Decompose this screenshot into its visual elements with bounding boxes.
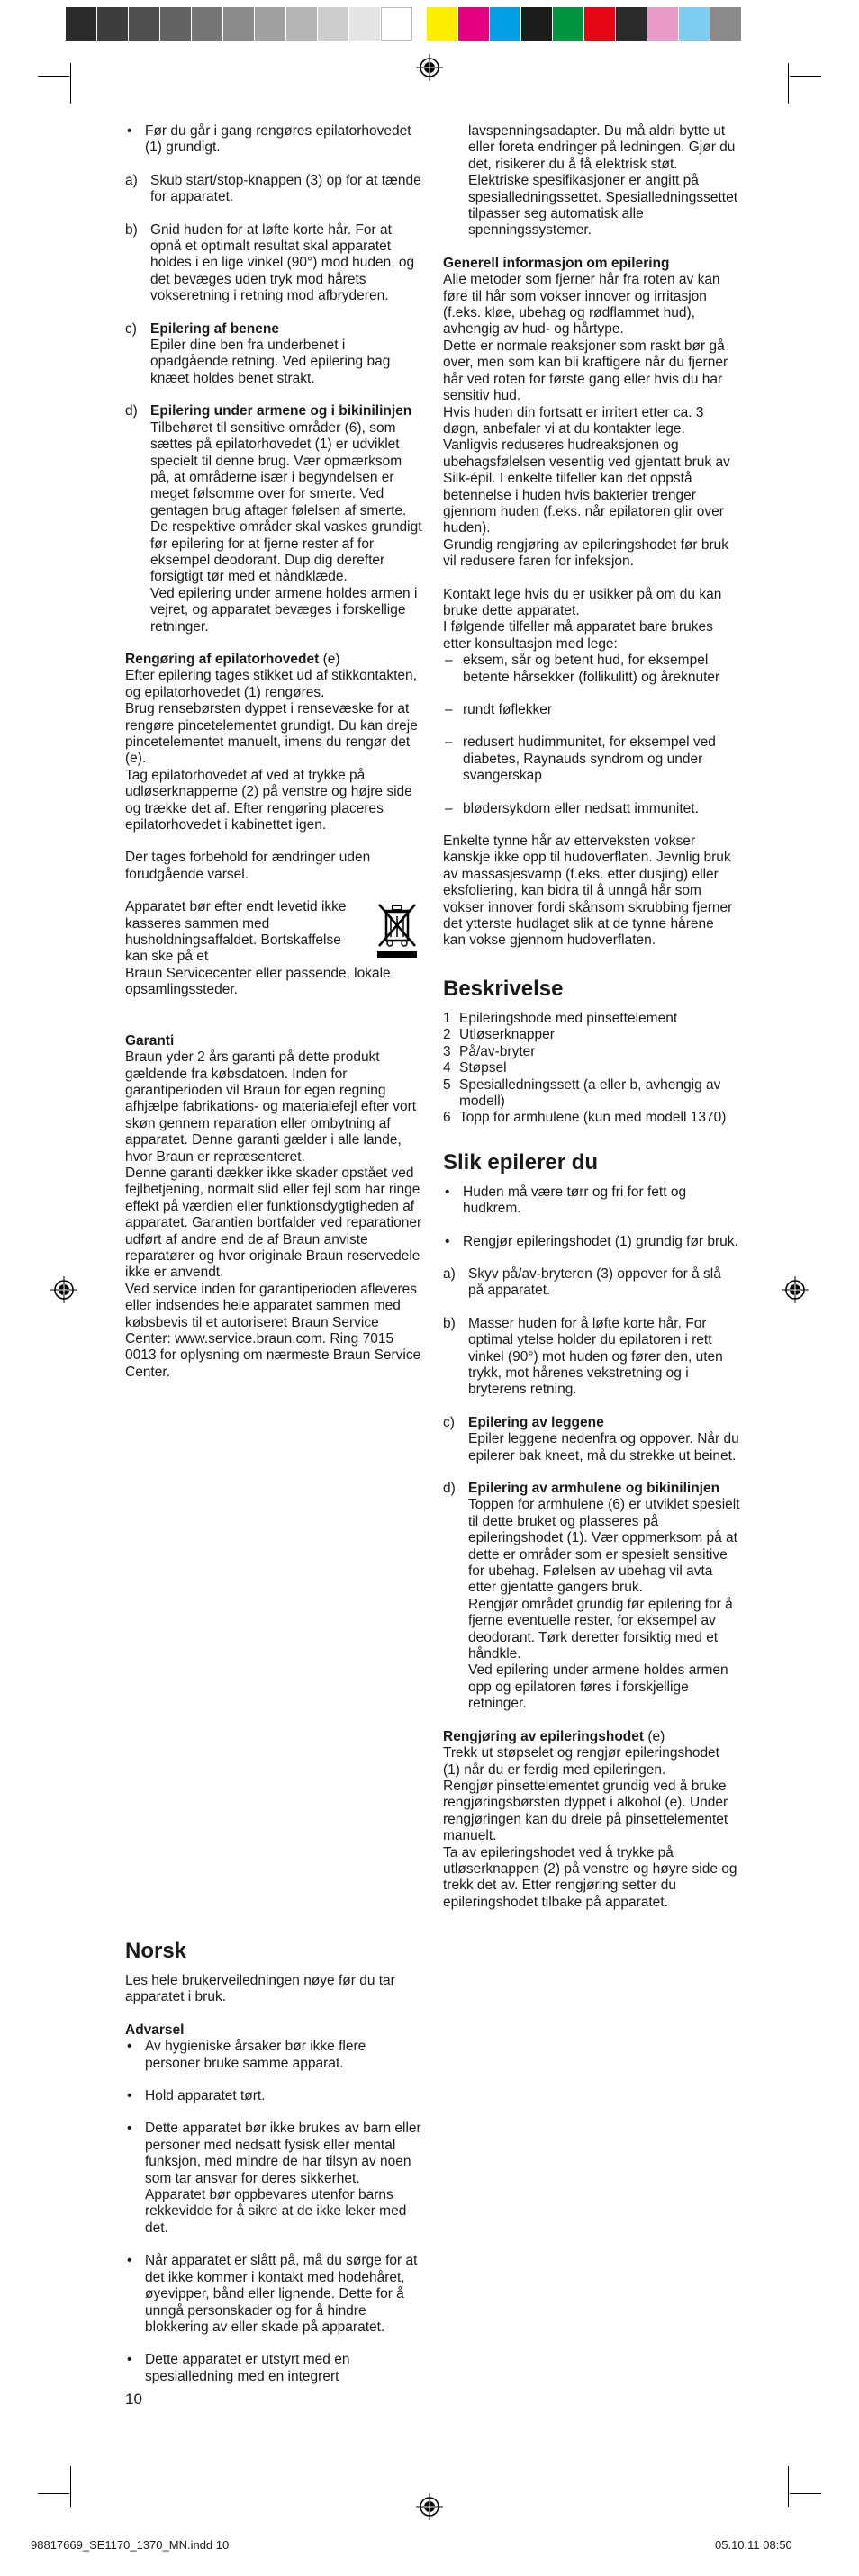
color-swatch [286,7,318,41]
crop-mark [38,76,69,77]
step-a: a) Skyv på/av-bryteren (3) oppover for å slå på apparatet. [443,1265,721,1299]
step-c: c) Epilering av leggene Epiler leggene nedenfra og oppover. Når du epilerer bak kneet, må du strekke ut beinet. [443,1414,739,1464]
color-swatch [647,7,679,41]
ingrown-hair-note: Enkelte tynne hår av etterveksten vokser kanskje ikke opp til hudoverflaten. Jevnlig bruk av massasjesvamp (f.eks. etter dusjing) eller eksfoliering, kan bidra til å unngå hår som vokser innover fordi skånsom skrubbing fjerner det ytterste hudlaget slik at de tynne hårene kan vokse gjennom hudoverflaten. [443,833,733,949]
list-item: 3 På/av-bryter [443,1043,536,1059]
left-column [125,123,422,1397]
intro-bullet: • Før du går i gang rengøres epilatorhovedet (1) grundigt. [125,123,422,157]
reservation-note: Der tages forbehold for ændringer uden forudgående varsel. [125,850,371,882]
step-b: b) Gnid huden for at løfte korte hår. For at opnå et optimalt resultat skal apparatet holdes i en lige vinkel (90°) mod huden, og det bevæges uden tryk mod hårets vokseretning i retning mod afbryderen. [125,221,415,304]
list-item: – blødersykdom eller nedsatt immunitet. [443,801,740,817]
color-swatch [553,7,584,41]
registration-mark-icon [416,54,443,81]
color-swatch [427,7,458,41]
registration-mark-icon [782,1276,809,1303]
section-title: Garanti [125,1032,175,1049]
section-title: Rengjøring av epileringshodet [443,1728,645,1744]
color-swatch [616,7,647,41]
crop-mark [790,2493,821,2494]
color-swatch [129,7,160,41]
list-item: • Av hygieniske årsaker bør ikke flere personer bruke samme apparat. [125,2039,422,2072]
color-swatch [66,7,97,41]
page-number: 10 [125,2391,142,2408]
list-item: 6 Topp for armhulene (kun med modell 1370) [443,1110,727,1126]
color-swatch [255,7,286,41]
color-swatch [160,7,192,41]
color-swatch [192,7,223,41]
section-heading: Beskrivelse [443,976,564,1001]
section-title: Rengøring af epilatorhovedet [125,651,320,667]
color-calibration-bar [66,7,742,41]
list-item: • Når apparatet er slått på, må du sørge for at det ikke kommer i kontakt med hodehåret, øyevipper, bånd eller lignende. Dette for å unngå personskader og for å hindre blokkering av eller skade på apparatet. [125,2253,422,2336]
guarantee-section: Garanti Braun yder 2 års garanti på dette produkt gældende fra købsdatoen. Inden for garantiperioden vil Braun for egen regning afhjælpe fabrikations- og materialefejl efter vort skøn gennem reparation eller ombytning af apparatet. Denne garanti gælder i alle lande, hvor Braun er repræsenteret. Denne garanti dækker ikke skader opstået ved fejlbetjening, normalt slid eller fejl som har ringe effekt på værdien eller funktionsdygtigheden af apparatet. Garantien bortfalder ved reparationer udført af andre end de af Braun anviste reparatører og hvor originale Braun reservedele ikke er anvendt. Ved service inden for garantiperioden afleveres eller indsendes hele apparatet sammen med købsbevis til et autoriseret Braun Service Center: www.service.braun.com. Ring 7015 0013 for oplysning om nærmeste Braun Service Center. [125,1032,422,1380]
print-footer-filename: 98817669_SE1170_1370_MN.indd 10 [31,2538,230,2552]
section-heading: Slik epilerer du [443,1149,599,1175]
cleaning-section: Rengøring af epilatorhovedet (e) Efter epilering tages stikket ud af stikkontakten, og epilatorhovedet (1) rengøres. Brug rensebørsten dyppet i rensevæske for at rengøre pincetelementet grundigt. Du kan dreje pincetelementet manuelt, imens du rengør det (e). Tag epilatorhovedet af ved at trykke på udløserknapperne (2) på venstre og højre side og trække det af. Efter rengøring placeres epilatorhovedet i kabinettet igen. [125,651,418,833]
registration-mark-icon [416,2493,443,2520]
doctor-section: Kontakt lege hvis du er usikker på om du kan bruke dette apparatet. I følgende tilfeller må apparatet bare brukes etter konsultasjon med lege: – eksem, sår og betent hud, for eksempel betente hårsekker (follikulitt) og åreknuter – rundt føflekker – redusert hudimmunitet, for eksempel ved diabetes, Raynauds syndrom og under svangerskap – blødersykdom eller nedsatt immunitet. [443,587,740,817]
language-title: Norsk [125,1939,187,1963]
color-swatch [521,7,553,41]
crossed-bin-icon [375,901,419,959]
list-item: • Huden må være tørr og fri for fett og hudkrem. [443,1184,740,1218]
list-item: 5 Spesialledningssett (a eller b, avhengig av modell) [443,1076,721,1109]
crop-mark [788,63,789,104]
step-a: a) Skub start/stop-knappen (3) op for at tænde for apparatet. [125,172,421,205]
list-item: • Hold apparatet tørt. [125,2088,422,2104]
list-item: – redusert hudimmunitet, for eksempel ved diabetes, Raynauds syndrom og under svangerskap [443,734,740,784]
list-item: • Rengjør epileringshodet (1) grundig før bruk. [443,1234,740,1250]
disposal-section: Apparatet bør efter endt levetid ikke kasseres sammen med husholdningsaffaldet. Bortskaffelse kan ske på et Braun Servicecenter eller passende, lokale opsamlingssteder. [125,899,422,998]
crop-mark [788,2466,789,2507]
gray-swatches [66,7,412,41]
step-title: Epilering under armene og i bikinilinjen [150,403,412,419]
norsk-section: Norsk Les hele brukerveiledningen nøye før du tar apparatet i bruk. Advarsel • Av hygieniske årsaker bør ikke flere personer bruke samme apparat. • Hold apparatet tørt. • Dette apparatet bør ikke brukes av barn eller personer med nedsatt fysisk eller mental funksjon, med mindre de har tilsyn av noen som tar ansvar for deres sikkerhet. Apparatet bør oppbevares utenfor barns rekkevidde for å sikre at de ikke leker med det. • Når apparatet er slått på, må du sørge for at det ikke kommer i kontakt med hodehåret, øyevipper, bånd eller lignende. Dette for å unngå personskader og for å hindre blokkering av eller skade på apparatet. • Dette apparatet er utstyrt med en spesialledning med en integrert [125,1939,422,2401]
crop-mark [70,2466,71,2507]
description-list [443,1011,740,1127]
step-d: d) Epilering av armhulene og bikinilinjen Toppen for armhulene (6) er utviklet spesielt til dette bruket og plasseres på epileringshodet (1). Vær oppmerksom på at dette er områder som er spesielt sensitive for ubehag. Følelsen av ubehag vil avta etter gjentatte gangers bruk. Rengjør området grundig før epilering for å fjerne eventuelle rester, for eksempel av deodorant. Tørk deretter forsiktig med et håndkle. Ved epilering under armene holdes armen opp og epilatoren føres i forskjellige retninger. [443,1481,740,1712]
color-swatch [679,7,710,41]
color-swatch [223,7,255,41]
section-title: Generell informasjon om epilering [443,255,670,271]
color-swatch [97,7,129,41]
crop-mark [790,76,821,77]
crop-mark [70,63,71,104]
list-item: 4 Støpsel [443,1060,507,1076]
step-d: d) Epilering under armene og i bikinilinjen Tilbehøret til sensitive områder (6), som sættes på epilatorhovedet (1) er udviklet specielt til denne brug. Vær opmærksom på, at områderne især i begyndelsen er meget følsomme over for smerte. Ved gentagen brug aftager følelsen af smerte. De respektive områder skal vaskes grundigt før epilering for at fjerne rester af for eksempel deodorant. Dup dig derefter forsigtigt tør med et håndklæde. Ved epilering under armene holdes armen i vejret, og apparatet bevæges i forskellige retninger. [125,403,422,635]
color-swatch [381,7,412,41]
step-title: Epilering af benene [150,320,279,337]
color-swatch [349,7,381,41]
color-swatch [318,7,349,41]
general-info-section: Generell informasjon om epilering Alle metoder som fjerner hår fra roten av kan føre til hår som vokser innover og irritasjon (f.eks. kløe, ubehag og rødflammet hud), avhengig av hud- og hårtype. Dette er normale reaksjoner som raskt bør gå over, men som kan bli kraftigere når du fjerner hår ved roten for første gang eller hvis du har sensitiv hud. Hvis huden din fortsatt er irritert etter ca. 3 døgn, anbefaler vi at du kontakter lege. Vanligvis reduseres hudreaksjonen og ubehagsfølelsen vesentlig ved gjentatt bruk av Silk-épil. I enkelte tilfeller kan det oppstå betennelse i huden hvis bakterier trenger gjennom huden (f.eks. når epilatoren glir over huden). Grundig rengjøring av epileringshodet før bruk vil redusere faren for infeksjon. [443,256,740,571]
step-c: c) Epilering af benene Epiler dine ben fra underbenet i opadgående retning. Ved epilering bag knæet holdes benet strakt. [125,321,422,388]
color-swatch [584,7,616,41]
color-swatches [427,7,742,41]
cleaning-section: Rengjøring av epileringshodet (e) Trekk ut støpselet og rengjør epileringshodet (1) når du er ferdig med epileringen. Rengjør pinsettelementet grundig ved å bruke rengjøringsbørsten dyppet i alkohol (e). Under rengjøringen kan du dreie på pinsettelementet manuelt. Ta av epileringshodet ved å trykke på utløserknappen (2) på venstre og høyre side og trekk det av. Etter rengjøring setter du epileringshodet tilbake på apparatet. [443,1728,737,1910]
step-title: Epilering av armhulene og bikinilinjen [468,1481,720,1496]
color-swatch [490,7,521,41]
color-swatch [710,7,742,41]
color-swatch [458,7,490,41]
list-item: • Dette apparatet bør ikke brukes av barn eller personer med nedsatt fysisk eller mental funksjon, med mindre de har tilsyn av noen som tar ansvar for deres sikkerhet. Apparatet bør oppbevares utenfor barns rekkevidde for å sikre at de ikke leker med det. [125,2121,422,2237]
crop-mark [38,2493,69,2494]
right-column [443,123,740,1911]
list-item: 2 Utløserknapper [443,1027,555,1043]
list-item: • Dette apparatet er utstyrt med en spesialledning med en integrert [125,2352,422,2385]
step-b: b) Masser huden for å løfte korte hår. For optimal ytelse holder du epilatoren i rett vinkel (90°) mot huden og fører den, uten trykk, mot hårenes vekstretning og i bryterens retning. [443,1315,723,1398]
list-item: 1 Epileringshode med pinsettelement [443,1010,678,1026]
list-item: – eksem, sår og betent hud, for eksempel betente hårsekker (follikulitt) og åreknuter [443,653,740,686]
step-title: Epilering av leggene [468,1414,604,1430]
print-footer-timestamp: 05.10.11 08:50 [715,2538,792,2552]
section-title: Advarsel [125,2022,185,2038]
continued-text: lavspenningsadapter. Du må aldri bytte ut eller foreta endringer på ledningen. Gjør du det, risikerer du å få elektrisk støt. Elektriske spesifikasjoner er angitt på spesialledningssettet. Spesialledningssettet tilpasser seg automatisk alle spenningssystemer. [468,123,737,239]
list-item: – rundt føflekker [443,702,740,718]
registration-mark-icon [50,1276,77,1303]
